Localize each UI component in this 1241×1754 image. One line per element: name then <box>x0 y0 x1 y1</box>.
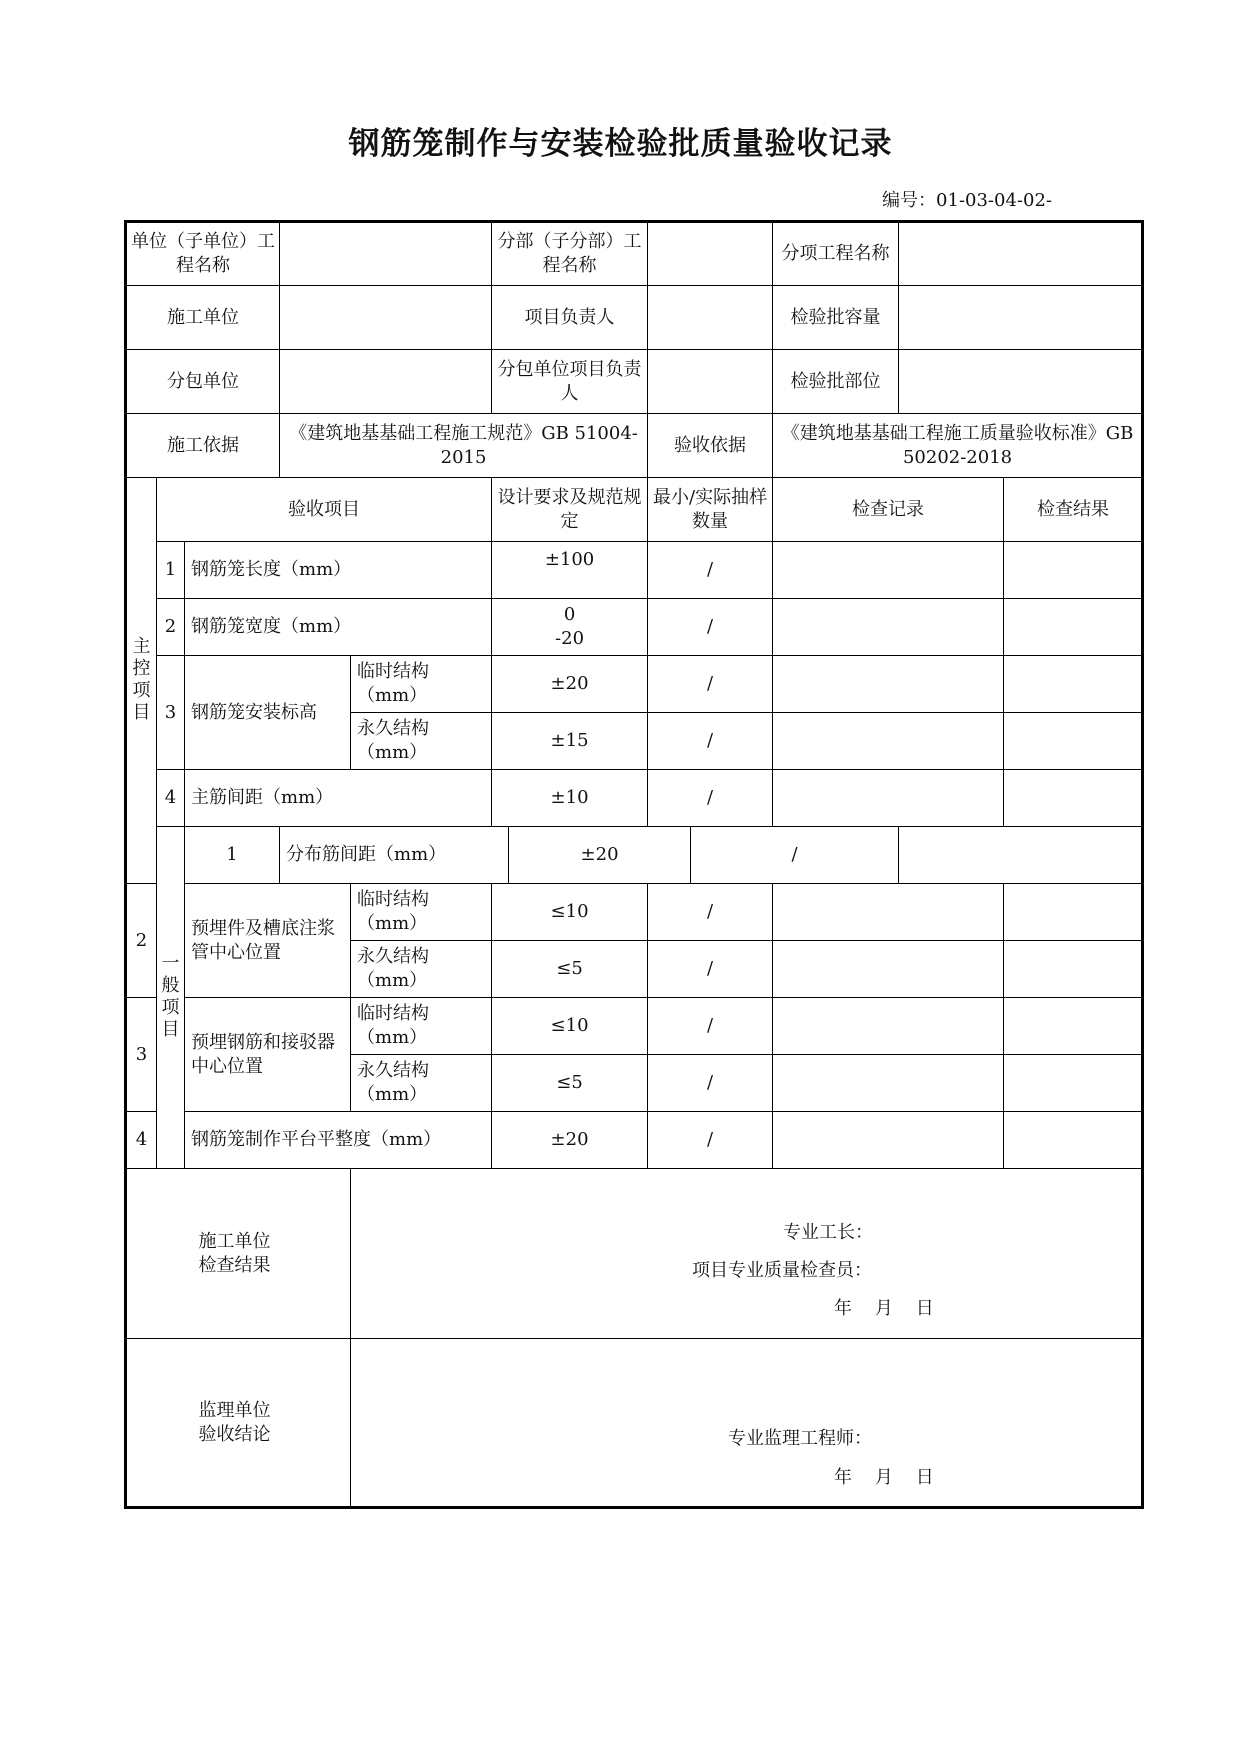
item-sample: / <box>648 941 773 998</box>
item-name: 钢筋笼长度（mm） <box>185 542 492 599</box>
item-record-field[interactable] <box>773 656 1004 713</box>
col-sample-header: 最小/实际抽样数量 <box>648 478 773 542</box>
table-row <box>126 770 1143 827</box>
item-number: 4 <box>157 770 185 827</box>
sub-item-name: 临时结构（mm） <box>351 884 492 941</box>
sub-item-name: 临时结构（mm） <box>351 656 492 713</box>
item-result-field[interactable] <box>1004 941 1143 998</box>
item-record-field[interactable] <box>773 713 1004 770</box>
table-row <box>126 599 1143 656</box>
item-requirement: ≤10 <box>492 998 648 1055</box>
sub-pm-field[interactable] <box>648 350 773 414</box>
item-name: 钢筋笼安装标高 <box>185 656 351 770</box>
supervisor-conclusion-box[interactable] <box>351 1339 1143 1508</box>
item-number: 1 <box>185 827 280 884</box>
basis-label: 施工依据 <box>126 414 280 478</box>
item-sample: / <box>691 827 899 884</box>
sub-pm-label: 分包单位项目负责人 <box>492 350 648 414</box>
sub-item-name: 临时结构（mm） <box>351 998 492 1055</box>
item-sample: / <box>648 1055 773 1112</box>
general-items-label: 一般项目 <box>157 827 185 1169</box>
qc-inspector-label: 项目专业质量检查员： <box>692 1260 873 1281</box>
subitem-name-label: 分项工程名称 <box>773 222 899 286</box>
item-sample: / <box>648 713 773 770</box>
document-title: 钢筋笼制作与安装检验批质量验收记录 <box>348 126 893 162</box>
foreman-label: 专业工长： <box>783 1222 874 1243</box>
item-number: 1 <box>157 542 185 599</box>
subcontractor-label: 分包单位 <box>126 350 280 414</box>
pm-label: 项目负责人 <box>492 286 648 350</box>
location-label: 检验批部位 <box>773 350 899 414</box>
engineer-label: 专业监理工程师： <box>728 1428 873 1449</box>
item-result-field[interactable] <box>1004 884 1143 941</box>
contractor-result-label: 施工单位检查结果 <box>126 1169 351 1339</box>
item-record-field[interactable] <box>899 827 1143 884</box>
subdiv-name-label: 分部（子分部）工程名称 <box>492 222 648 286</box>
subdiv-name-field[interactable] <box>648 222 773 286</box>
table-row <box>126 656 1143 713</box>
capacity-label: 检验批容量 <box>773 286 899 350</box>
pm-field[interactable] <box>648 286 773 350</box>
item-number: 3 <box>126 998 157 1112</box>
item-name: 分布筋间距（mm） <box>280 827 509 884</box>
contractor-result-box[interactable] <box>351 1169 1143 1339</box>
unit-name-field[interactable] <box>280 222 492 286</box>
contractor-field[interactable] <box>280 286 492 350</box>
sub-item-name: 永久结构（mm） <box>351 1055 492 1112</box>
item-requirement: ±20 <box>492 1112 648 1169</box>
item-number: 3 <box>157 656 185 770</box>
date-label: 年 月 日 <box>834 1467 934 1488</box>
item-name: 预埋钢筋和接驳器中心位置 <box>185 998 351 1112</box>
sub-item-name: 永久结构（mm） <box>351 713 492 770</box>
item-number: 2 <box>126 884 157 998</box>
col-result-header: 检查结果 <box>1004 478 1143 542</box>
item-record-field[interactable] <box>773 1112 1004 1169</box>
item-requirement: ≤10 <box>492 884 648 941</box>
contractor-label: 施工单位 <box>126 286 280 350</box>
item-sample: / <box>648 770 773 827</box>
sub-item-name: 永久结构（mm） <box>351 941 492 998</box>
item-requirement: ±15 <box>492 713 648 770</box>
item-requirement: ±10 <box>492 770 648 827</box>
item-name: 预埋件及槽底注浆管中心位置 <box>185 884 351 998</box>
basis-value: 《建筑地基基础工程施工规范》GB 51004-2015 <box>280 414 648 478</box>
item-sample: / <box>648 656 773 713</box>
item-result-field[interactable] <box>1004 1112 1143 1169</box>
item-result-field[interactable] <box>1004 656 1143 713</box>
item-number: 4 <box>126 1112 157 1169</box>
item-record-field[interactable] <box>773 599 1004 656</box>
table-row <box>126 998 1143 1055</box>
item-result-field[interactable] <box>1004 542 1143 599</box>
date-label: 年 月 日 <box>834 1298 934 1319</box>
item-name: 钢筋笼制作平台平整度（mm） <box>185 1112 492 1169</box>
item-result-field[interactable] <box>1004 1055 1143 1112</box>
item-requirement: ≤5 <box>492 1055 648 1112</box>
unit-name-label: 单位（子单位）工程名称 <box>126 222 280 286</box>
item-requirement: ≤5 <box>492 941 648 998</box>
item-record-field[interactable] <box>773 542 1004 599</box>
item-result-field[interactable] <box>1004 713 1143 770</box>
table-row <box>126 1112 1143 1169</box>
item-sample: / <box>648 542 773 599</box>
subitem-name-field[interactable] <box>899 222 1143 286</box>
item-sample: / <box>648 1112 773 1169</box>
table-row <box>126 542 1143 599</box>
capacity-field[interactable] <box>899 286 1143 350</box>
table-row <box>126 884 1143 941</box>
location-field[interactable] <box>899 350 1143 414</box>
item-requirement: ±100 <box>492 542 648 599</box>
col-requirement-header: 设计要求及规范规定 <box>492 478 648 542</box>
main-control-label: 主控项目 <box>126 478 157 884</box>
item-sample: / <box>648 884 773 941</box>
item-requirement <box>492 599 648 656</box>
inspection-form <box>124 220 1144 1509</box>
item-requirement: ±20 <box>492 656 648 713</box>
item-record-field[interactable] <box>773 1055 1004 1112</box>
item-requirement: ±20 <box>509 827 691 884</box>
acceptance-basis-label: 验收依据 <box>648 414 773 478</box>
item-sample: / <box>648 599 773 656</box>
item-sample: / <box>648 998 773 1055</box>
item-record-field[interactable] <box>773 941 1004 998</box>
item-record-field[interactable] <box>773 998 1004 1055</box>
item-result-field[interactable] <box>1004 998 1143 1055</box>
item-number: 2 <box>157 599 185 656</box>
requirement-lower: -20 <box>555 628 585 649</box>
document-number: 编号：01-03-04-02- <box>882 190 1052 211</box>
requirement-upper: 0 <box>563 604 576 625</box>
item-result-field[interactable] <box>1004 770 1143 827</box>
table-row <box>126 827 1143 884</box>
item-name: 钢筋笼宽度（mm） <box>185 599 492 656</box>
supervisor-conclusion-label: 监理单位验收结论 <box>126 1339 351 1508</box>
col-item-header: 验收项目 <box>157 478 492 542</box>
item-result-field[interactable] <box>1004 599 1143 656</box>
item-record-field[interactable] <box>773 884 1004 941</box>
subcontractor-field[interactable] <box>280 350 492 414</box>
col-record-header: 检查记录 <box>773 478 1004 542</box>
item-record-field[interactable] <box>773 770 1004 827</box>
item-name: 主筋间距（mm） <box>185 770 492 827</box>
acceptance-basis-value: 《建筑地基基础工程施工质量验收标准》GB 50202-2018 <box>773 414 1143 478</box>
